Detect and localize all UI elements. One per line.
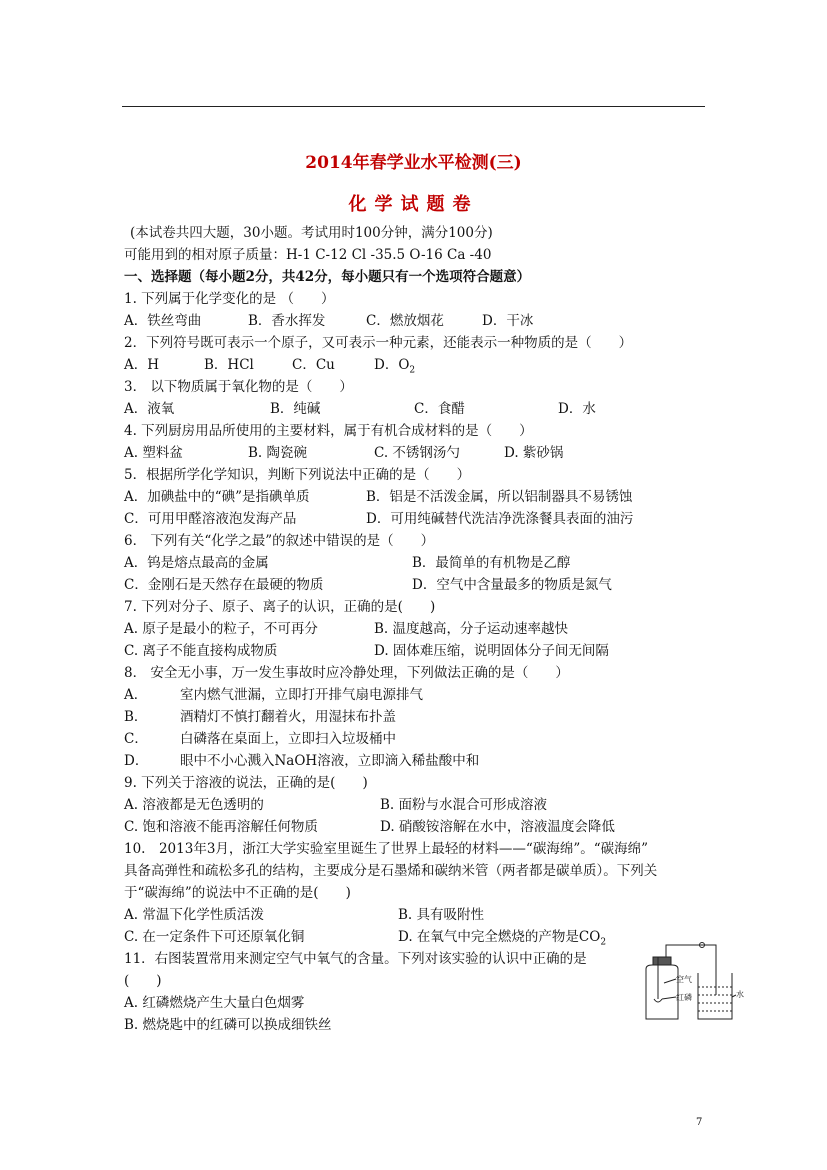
- question-5-option-a: A．加碘盐中的“碘”是指碘单质: [124, 489, 310, 505]
- header-rule: [122, 106, 705, 107]
- question-9-option-b: B. 面粉与水混合可形成溶液: [380, 797, 548, 813]
- question-4-option-d: D. 紫砂锅: [504, 445, 564, 461]
- question-9-option-d: D. 硝酸铵溶解在水中，溶液温度会降低: [380, 819, 615, 835]
- question-4-option-b: B. 陶瓷碗: [248, 445, 308, 461]
- question-6-option-c: C．金刚石是天然存在最硬的物质: [124, 577, 324, 593]
- question-5-option-c: C．可用甲醛溶液泡发海产品: [124, 511, 297, 527]
- question-9-option-a: A. 溶液都是无色透明的: [124, 797, 264, 813]
- question-9-option-c: C. 饱和溶液不能再溶解任何物质: [124, 819, 318, 835]
- question-6-stem: 6． 下列有关“化学之最”的叙述中错误的是（ ）: [124, 533, 435, 549]
- question-3-option-b: B．纯碱: [270, 401, 321, 417]
- question-2-option-a: A．H: [124, 357, 160, 373]
- question-10-option-b: B. 具有吸附性: [398, 907, 485, 923]
- question-2-option-d: D．$O_2$: [374, 357, 416, 376]
- label-water: 水: [736, 990, 744, 999]
- question-3-option-a: A．液氧: [124, 401, 175, 417]
- question-1-option-b: B．香水挥发: [248, 313, 326, 329]
- oxygen-apparatus-diagram: [636, 935, 752, 1023]
- question-2-option-c: C．Cu: [292, 357, 335, 373]
- question-1-option-a: A．铁丝弯曲: [124, 313, 202, 329]
- atomic-masses: 可能用到的相对原子质量：H-1 C-12 Cl -35.5 O-16 Ca -40: [124, 247, 492, 263]
- question-8-label-d: D．: [124, 753, 149, 769]
- question-10-option-d: D. 在氧气中完全燃烧的产物是$CO_2$: [398, 929, 607, 948]
- question-2-stem: 2．下列符号既可表示一个原子，又可表示一种元素，还能表示一种物质的是（ ）: [124, 335, 633, 351]
- question-11-option-a: A. 红磷燃烧产生大量白色烟雾: [124, 995, 305, 1011]
- question-10-option-c: C. 在一定条件下可还原氧化铜: [124, 929, 305, 945]
- question-5-option-d: D．可用纯碱替代洗洁净洗涤餐具表面的油污: [366, 511, 634, 527]
- question-10-line-2: 具备高弹性和疏松多孔的结构，主要成分是石墨烯和碳纳米管（两者都是碳单质）。下列关: [124, 863, 658, 879]
- question-8-option-c: 白磷落在桌面上，立即扫入垃圾桶中: [180, 731, 396, 747]
- question-9-stem: 9. 下列关于溶液的说法，正确的是( ): [124, 775, 368, 791]
- question-6-option-a: A．钨是熔点最高的金属: [124, 555, 269, 571]
- label-red-phosphorus: 红磷: [676, 993, 692, 1002]
- question-6-option-d: D．空气中含量最多的物质是氮气: [412, 577, 612, 593]
- question-1-option-c: C．燃放烟花: [366, 313, 444, 329]
- question-3-option-c: C．食醋: [414, 401, 465, 417]
- question-3-stem: 3． 以下物质属于氧化物的是（ ）: [124, 379, 353, 395]
- question-8-stem: 8． 安全无小事，万一发生事故时应冷静处理，下列做法正确的是（ ）: [124, 665, 569, 681]
- question-7-option-b: B. 温度越高，分子运动速率越快: [374, 621, 569, 637]
- question-5-option-b: B．铝是不活泼金属，所以铝制器具不易锈蚀: [366, 489, 633, 505]
- question-1-option-d: D．干冰: [482, 313, 534, 329]
- question-5-stem: 5．根据所学化学知识，判断下列说法中正确的是（ ）: [124, 467, 471, 483]
- question-2-option-b: B．HCl: [204, 357, 254, 373]
- question-11-line-1: 11．右图装置常用来测定空气中氧气的含量。下列对该实验的认识中正确的是: [124, 951, 587, 967]
- question-10-line-1: 10. 2013年3月，浙江大学实验室里诞生了世界上最轻的材料——“碳海绵”。“碳海绵”: [124, 841, 649, 857]
- question-3-option-d: D．水: [558, 401, 596, 417]
- label-air: 空气: [676, 975, 692, 984]
- question-8-option-a: 室内燃气泄漏，立即打开排气扇电源排气: [180, 687, 423, 703]
- exam-note: (本试卷共四大题，30小题。考试用时100分钟，满分100分): [130, 225, 493, 241]
- section-heading: 一、选择题（每小题2分，共42分，每小题只有一个选项符合题意）: [124, 269, 531, 285]
- question-8-label-b: B．: [124, 709, 148, 725]
- question-10-option-a: A. 常温下化学性质活泼: [124, 907, 264, 923]
- question-11-option-b: B. 燃烧匙中的红磷可以换成细铁丝: [124, 1017, 332, 1033]
- question-8-label-c: C．: [124, 731, 148, 747]
- exam-title: 2014年春学业水平检测(三): [305, 153, 522, 173]
- page-number: 7: [696, 1117, 703, 1128]
- question-6-option-b: B．最简单的有机物是乙醇: [412, 555, 571, 571]
- question-4-option-c: C. 不锈钢汤勺: [374, 445, 460, 461]
- question-11-line-2: ( ): [124, 973, 162, 989]
- exam-subtitle: 化学试题卷: [348, 194, 479, 215]
- question-7-option-c: C. 离子不能直接构成物质: [124, 643, 278, 659]
- question-1-stem: 1. 下列属于化学变化的是 （ ）: [124, 291, 335, 307]
- question-8-option-d: 眼中不小心溅入NaOH溶液，立即滴入稀盐酸中和: [180, 753, 480, 769]
- question-7-stem: 7. 下列对分子、原子、离子的认识，正确的是( ): [124, 599, 436, 615]
- question-10-line-3: 于“碳海绵”的说法中不正确的是( ): [124, 885, 351, 901]
- question-8-option-b: 酒精灯不慎打翻着火，用湿抹布扑盖: [180, 709, 396, 725]
- question-7-option-a: A. 原子是最小的粒子，不可再分: [124, 621, 318, 637]
- question-4-option-a: A. 塑料盆: [124, 445, 183, 461]
- question-8-label-a: A．: [124, 687, 148, 703]
- question-7-option-d: D. 固体难压缩，说明固体分子间无间隔: [374, 643, 609, 659]
- question-4-stem: 4. 下列厨房用品所使用的主要材料，属于有机合成材料的是（ ）: [124, 423, 533, 439]
